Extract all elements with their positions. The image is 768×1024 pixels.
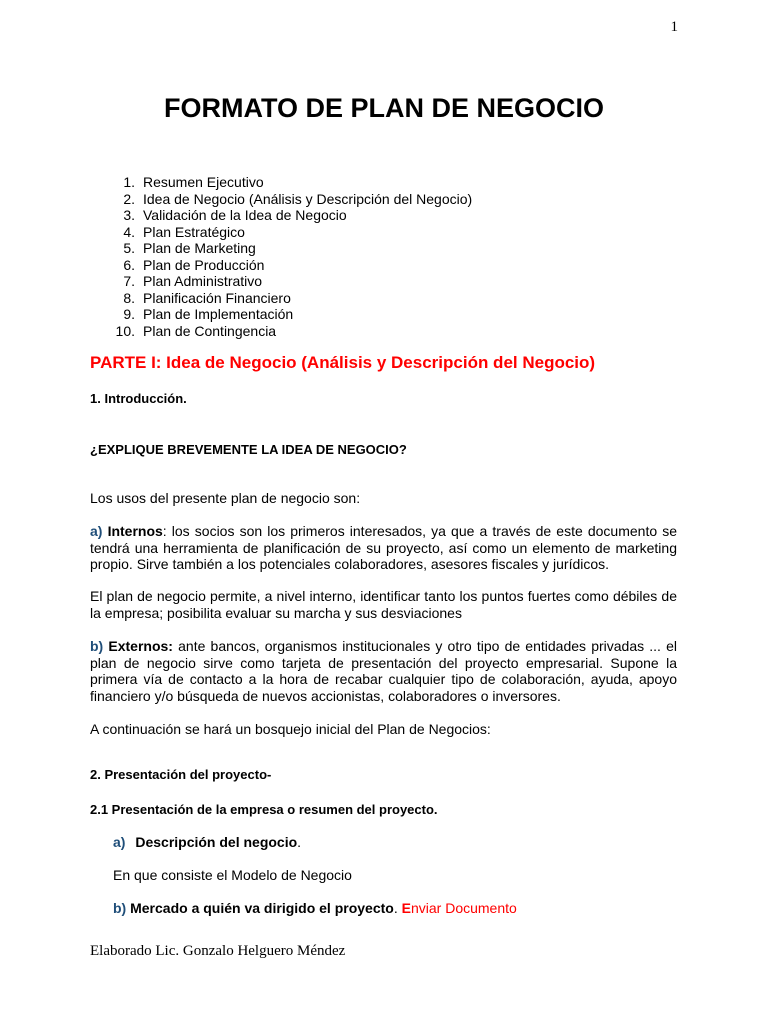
toc-item bbox=[108, 306, 472, 323]
part-heading: PARTE I: Idea de Negocio (Análisis y Descripción del Negocio) bbox=[90, 353, 596, 372]
item-b-label: Mercado a quién va dirigido el proyecto bbox=[130, 900, 394, 916]
list-marker: a) bbox=[90, 523, 103, 539]
table-of-contents bbox=[108, 174, 472, 339]
toc-item bbox=[108, 240, 472, 257]
toc-label: Resumen Ejecutivo bbox=[143, 174, 264, 190]
toc-label: Idea de Negocio (Análisis y Descripción del Negocio) bbox=[143, 190, 473, 207]
toc-number: 10. bbox=[115, 322, 135, 339]
section-heading-presentacion: 2. Presentación del proyecto- bbox=[90, 767, 272, 782]
toc-label: Planificación Financiero bbox=[143, 289, 291, 306]
externos-label: Externos: bbox=[108, 638, 173, 654]
item-a-suffix: . bbox=[297, 834, 302, 850]
usos-intro: Los usos del presente plan de negocio son: bbox=[90, 490, 361, 506]
toc-label: Plan Administrativo bbox=[143, 273, 263, 289]
enviar-documento-link[interactable]: nviar Documento bbox=[410, 900, 517, 916]
toc-label: Plan de Contingencia bbox=[143, 322, 277, 339]
item-b-suffix: . bbox=[393, 900, 402, 916]
enviar-link-initial[interactable]: E bbox=[401, 900, 411, 916]
internos-label: Internos bbox=[107, 523, 163, 539]
toc-label: Validación de la Idea de Negocio bbox=[143, 207, 347, 223]
toc-number: 2. bbox=[123, 190, 135, 207]
toc-number: 5. bbox=[123, 240, 135, 256]
list-marker: b) bbox=[90, 638, 104, 654]
interno-detail-paragraph: El plan de negocio permite, a nivel interno, identificar tanto los puntos fuertes como débiles de la empresa; posibilita evaluar su marcha y sus desviaciones bbox=[90, 588, 677, 621]
item-a-text: En que consiste el Modelo de Negocio bbox=[113, 867, 352, 883]
list-marker: b) bbox=[113, 900, 127, 916]
toc-item bbox=[108, 224, 472, 241]
internos-paragraph bbox=[90, 523, 677, 573]
toc-number: 7. bbox=[123, 273, 135, 289]
continuation-paragraph: A continuación se hará un bosquejo inicial del Plan de Negocios: bbox=[90, 721, 491, 737]
toc-label: Plan de Implementación bbox=[143, 306, 294, 322]
toc-item bbox=[108, 273, 472, 290]
externos-paragraph bbox=[90, 638, 677, 704]
item-b bbox=[113, 900, 517, 917]
document-title: FORMATO DE PLAN DE NEGOCIO bbox=[163, 93, 604, 123]
item-a bbox=[113, 834, 301, 851]
toc-label: Plan de Marketing bbox=[143, 240, 256, 256]
toc-number: 4. bbox=[123, 223, 135, 240]
toc-item bbox=[108, 191, 472, 208]
page-footer: Elaborado Lic. Gonzalo Helguero Méndez bbox=[90, 943, 346, 959]
toc-number: 6. bbox=[123, 256, 135, 273]
toc-number: 9. bbox=[123, 306, 135, 322]
externos-text: ante bancos, organismos institucionales y otro tipo de entidades privadas ... el plan de negocio sirve como tarjeta de presentación del proyecto empresarial. Supone la primera vía de contacto a la hora de recabar cualquier tipo de colaboración, ayuda, apoyo financiero y/o búsqueda de nuevos accionistas, colaboradores o inversores. bbox=[90, 638, 678, 704]
section-heading-introduccion: 1. Introducción. bbox=[90, 391, 187, 406]
toc-label: Plan Estratégico bbox=[143, 223, 245, 240]
toc-item bbox=[108, 323, 472, 340]
toc-item bbox=[108, 290, 472, 307]
toc-label: Plan de Producción bbox=[143, 256, 265, 273]
page-number: 1 bbox=[670, 19, 678, 35]
internos-text: : los socios son los primeros interesados, ya que a través de este documento se tendrá una herramienta de planificación de su proyecto, así como un elemento de marketing propio. Sirve también a los potenciales colaboradores, asesores fiscales y jurídicos. bbox=[90, 523, 678, 572]
toc-item bbox=[108, 257, 472, 274]
toc-number: 1. bbox=[123, 174, 135, 190]
toc-number: 3. bbox=[123, 207, 135, 223]
toc-item bbox=[108, 207, 472, 224]
item-a-label: Descripción del negocio bbox=[135, 834, 298, 850]
section-heading-2-1: 2.1 Presentación de la empresa o resumen del proyecto. bbox=[90, 802, 438, 817]
list-marker: a) bbox=[113, 834, 126, 850]
toc-number: 8. bbox=[123, 289, 135, 306]
toc-item bbox=[108, 174, 472, 191]
question-heading: ¿EXPLIQUE BREVEMENTE LA IDEA DE NEGOCIO? bbox=[90, 442, 407, 457]
